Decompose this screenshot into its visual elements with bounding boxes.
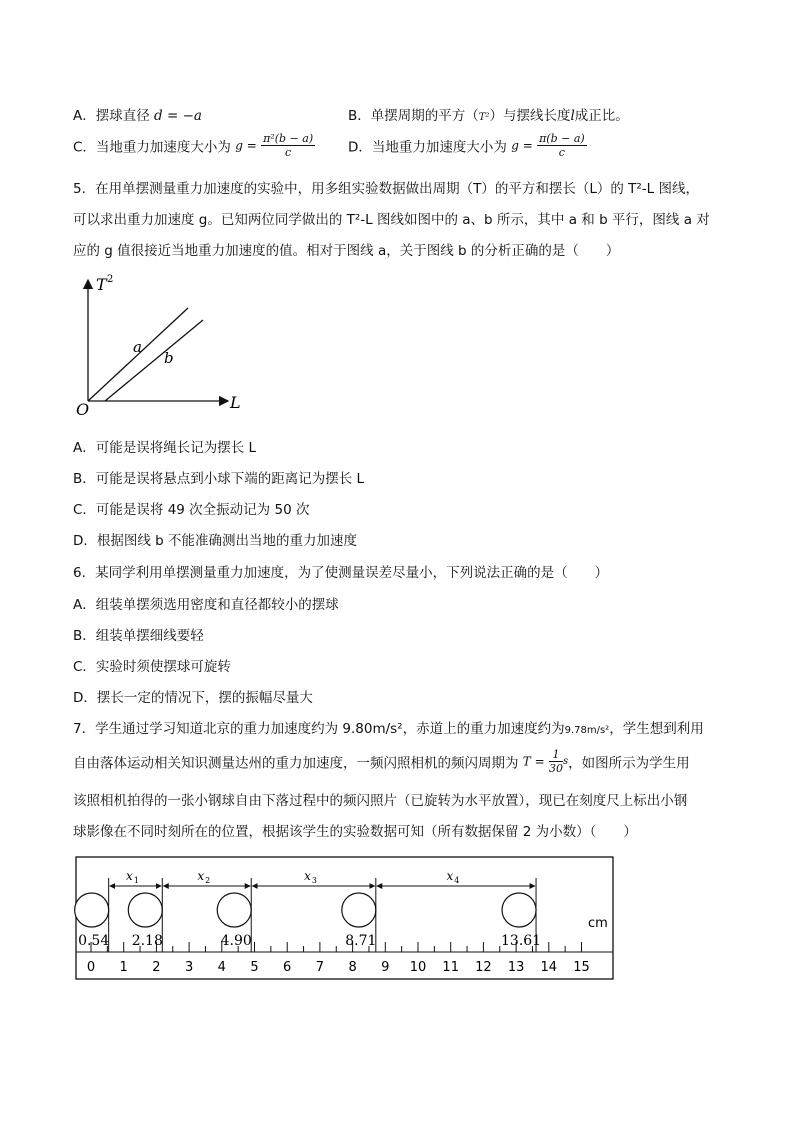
q5-t2-l-graph (70, 270, 250, 420)
q5-stem-line-3: 应的 g 值很接近当地重力加速度的值。相对于图线 a，关于图线 b 的分析正确的是（ ） (73, 243, 620, 259)
position-label-5: 13.61 (501, 933, 542, 949)
interval-subscript-4: 4 (454, 876, 460, 885)
tick-label-4: 4 (217, 960, 226, 975)
q4-option-b-l: l (570, 108, 575, 124)
ball-image-2 (128, 893, 162, 927)
tick-label-13: 13 (507, 960, 525, 975)
q7-line2-b: ，如图所示为学生用 (568, 755, 690, 772)
tick-label-10: 10 (409, 960, 427, 975)
q4-option-d-fraction (537, 132, 587, 159)
q7-stem-line-2 (73, 748, 690, 775)
interval-label-4: $x_4$ (446, 869, 460, 885)
ball-images (75, 893, 541, 949)
q7-stem-line-1 (73, 717, 704, 737)
interval-subscript-1: 1 (133, 876, 139, 885)
position-label-1: 0.54 (78, 933, 110, 949)
tick-label-5: 5 (250, 960, 259, 975)
tick-label-2: 2 (152, 960, 161, 975)
q4-option-a-formula: d = −a (154, 108, 202, 124)
q6-option-c: C．实验时须使摆球可旋转 (73, 659, 231, 675)
q4-option-c-numerator: π²(b − a) (263, 132, 314, 145)
q4-option-a (73, 104, 202, 124)
tick-label-1: 1 (119, 960, 128, 975)
q7-line1-value: 9.78m/s² (564, 725, 610, 736)
interval-subscript-2: 2 (205, 876, 211, 885)
line-a-label: a (133, 338, 142, 356)
q4-option-b-end: 成正比。 (574, 108, 629, 124)
q7-period-fraction (549, 748, 563, 775)
q7-line2-t: T = (522, 754, 545, 769)
q4-option-b-suffix: ）与摆线长度 (489, 108, 571, 124)
tick-label-3: 3 (184, 960, 194, 975)
q4-option-d-lhs: g = (511, 138, 533, 153)
line-b-label: b (164, 349, 174, 367)
tick-label-14: 14 (540, 960, 558, 975)
q6-stem: 6．某同学利用单摆测量重力加速度，为了使测量误差尽量小，下列说法正确的是（ ） (73, 565, 609, 581)
q5-option-d: D．根据图线 b 不能准确测出当地的重力加速度 (73, 533, 358, 549)
position-label-3: 4.90 (220, 933, 252, 949)
q6-option-b: B．组装单摆细线要轻 (73, 628, 204, 644)
q4-option-c-denominator: c (285, 146, 292, 159)
q5-option-a: A．可能是误将绳长记为摆长 L (73, 440, 257, 456)
tick-label-8: 8 (348, 960, 357, 975)
q6-option-a: A．组装单摆须选用密度和直径都较小的摆球 (73, 597, 339, 613)
q4-option-b (348, 104, 629, 124)
ball-image-5 (502, 893, 536, 927)
q4-option-c-fraction (261, 132, 315, 159)
tick-label-11: 11 (442, 960, 459, 975)
q5-option-b: B．可能是误将悬点到小球下端的距离记为摆长 L (73, 471, 365, 487)
q7-line1-a: 7．学生通过学习知道北京的重力加速度约为 9.80m/s²，赤道上的重力加速度约为 (73, 721, 565, 737)
q4-option-b-symbol: T² (478, 112, 490, 123)
q4-option-c-text: C．当地重力加速度大小为 (73, 139, 231, 156)
q4-option-b-prefix: B．单摆周期的平方（ (348, 108, 479, 124)
q7-period-denominator: 30 (548, 762, 563, 775)
q5-stem-line-1: 5．在用单摆测量重力加速度的实验中，用多组实验数据做出周期（T）的平方和摆长（L）的 T²-L 图线， (73, 181, 699, 197)
line-b (105, 320, 203, 401)
q6-option-d: D．摆长一定的情况下，摆的振幅尽量大 (73, 690, 313, 706)
tick-label-15: 15 (573, 960, 590, 975)
ball-image-3 (217, 893, 251, 927)
interval-label-3: $x_3$ (304, 869, 317, 885)
ball-image-1 (75, 893, 109, 927)
q7-period-unit: s (562, 756, 569, 767)
q7-stem-line-4: 球影像在不同时刻所在的位置，根据该学生的实验数据可知（所有数据保留 2 为小数）（ ） (73, 824, 637, 840)
q4-option-a-text: A．摆球直径 (73, 108, 150, 124)
tick-label-9: 9 (381, 960, 390, 975)
origin-label: O (76, 400, 90, 419)
q4-option-d (348, 132, 587, 159)
tick-label-0: 0 (86, 960, 96, 975)
q4-option-c (73, 132, 315, 159)
q4-option-d-text: D．当地重力加速度大小为 (348, 139, 507, 156)
q7-line2-a: 自由落体运动相关知识测量达州的重力加速度，一频闪照相机的频闪周期为 (73, 755, 519, 772)
q7-period-numerator: 1 (549, 748, 563, 762)
position-label-2: 2.18 (131, 933, 163, 949)
interval-label-1: $x_1$ (126, 869, 139, 885)
tick-label-12: 12 (475, 960, 492, 975)
q4-option-d-numerator: π(b − a) (539, 132, 585, 145)
q7-line1-c: ，学生想到利用 (609, 721, 704, 737)
q4-option-c-lhs: g = (235, 138, 257, 153)
q4-option-d-denominator: c (558, 146, 565, 159)
tick-label-7: 7 (315, 960, 325, 975)
tick-label-6: 6 (283, 960, 292, 975)
q5-option-c: C．可能是误将 49 次全振动记为 50 次 (73, 502, 310, 518)
q5-stem-line-2: 可以求出重力加速度 g。已知两位同学做出的 T²-L 图线如图中的 a、b 所示，其中 a 和 b 平行，图线 a 对 (73, 212, 710, 228)
y-axis-label-sup: 2 (107, 274, 114, 285)
q7-ruler-figure (72, 854, 616, 982)
position-label-4: 8.71 (345, 933, 377, 949)
interval-markers (109, 869, 536, 952)
ball-image-4 (342, 893, 376, 927)
y-axis-label: T (96, 275, 107, 294)
interval-label-2: $x_2$ (197, 869, 211, 885)
x-axis-label: L (230, 393, 241, 412)
q7-stem-line-3: 该照相机拍得的一张小钢球自由下落过程中的频闪照片（已旋转为水平放置），现已在刻度尺上标出小钢 (73, 793, 688, 809)
interval-subscript-3: 3 (311, 876, 317, 885)
unit-label: cm (588, 916, 608, 931)
